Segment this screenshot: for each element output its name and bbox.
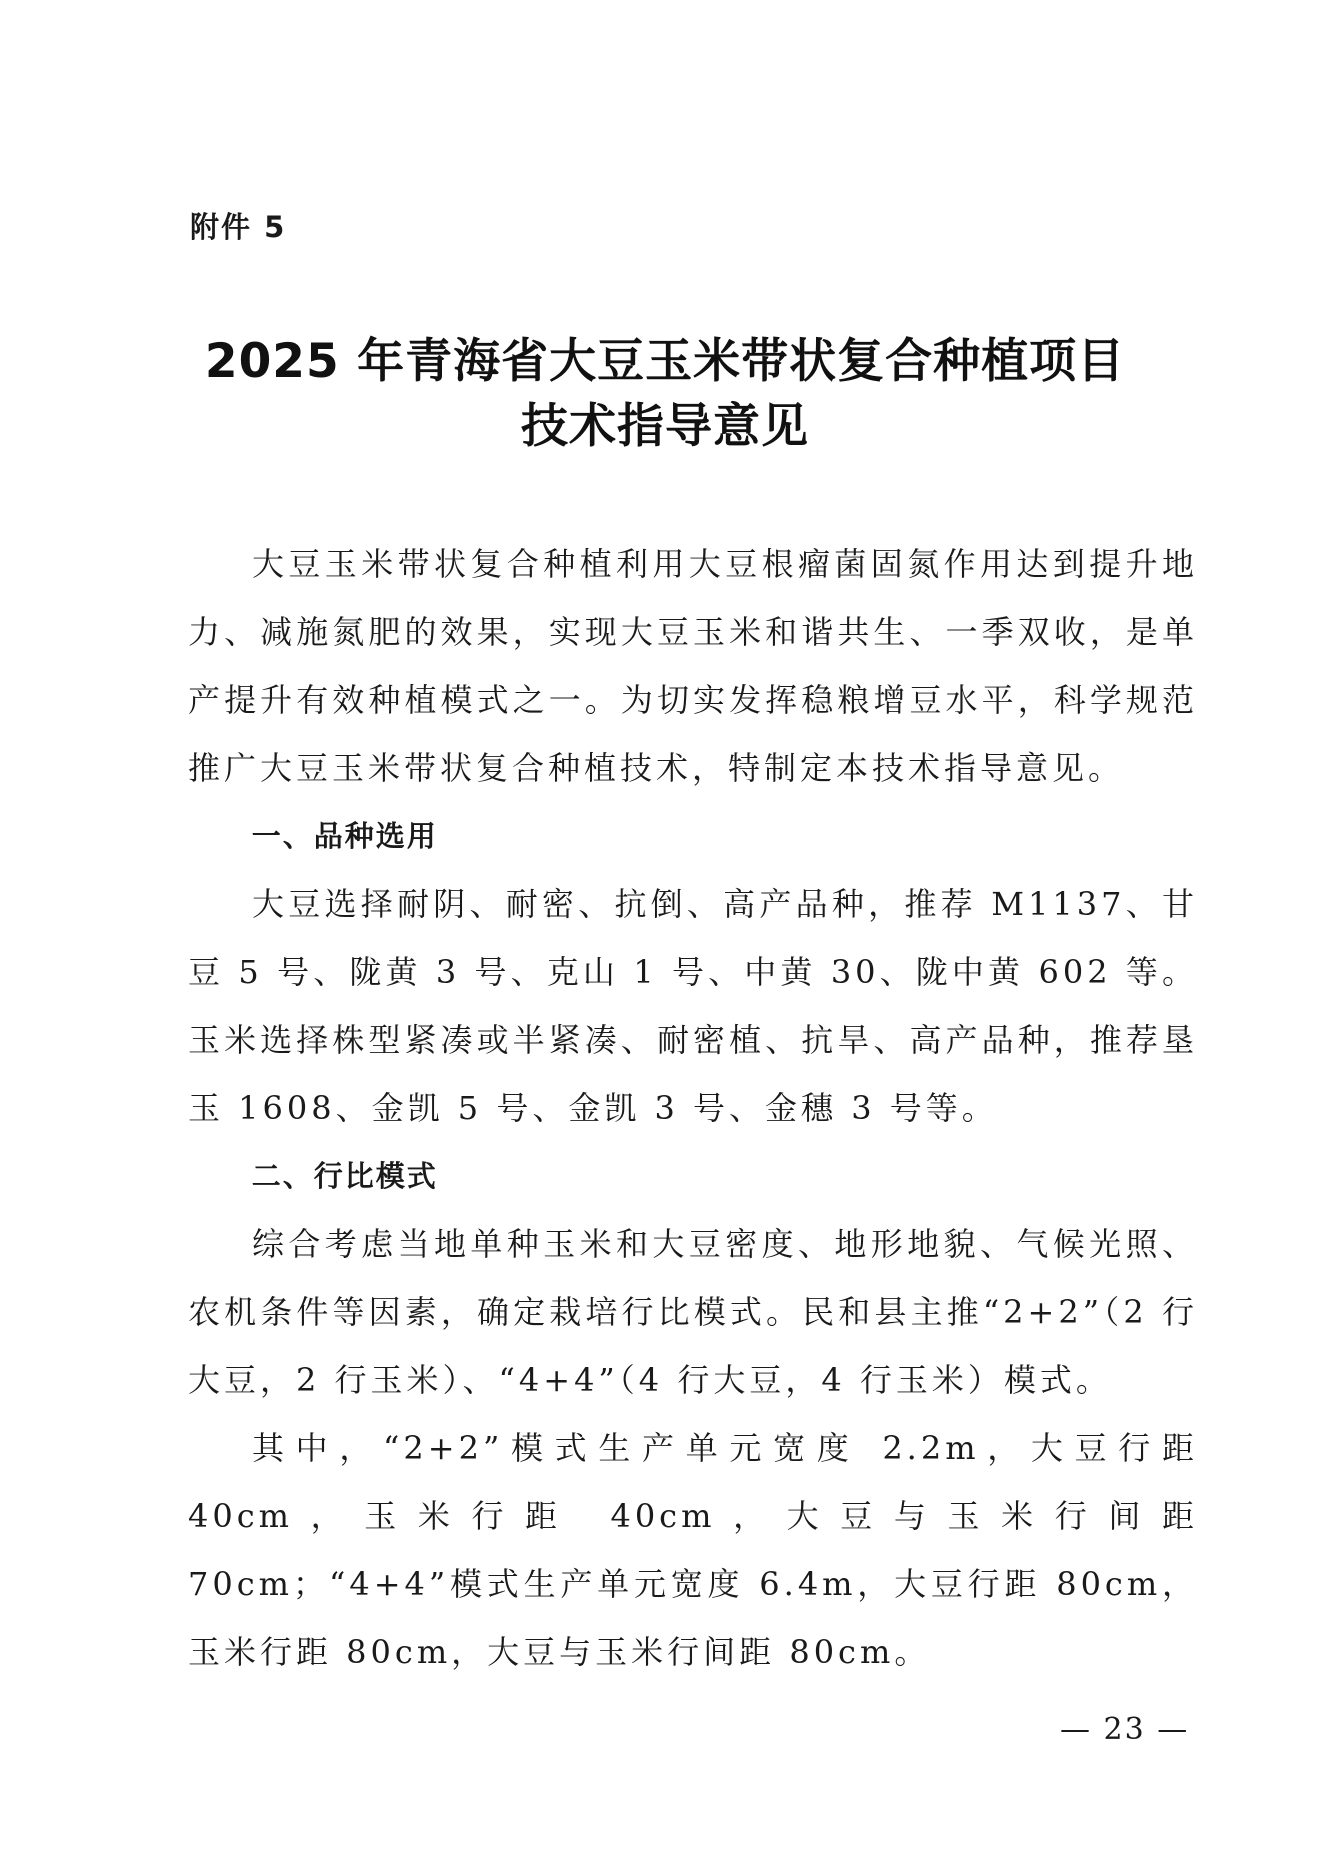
document-title-line-2: 技术指导意见 — [521, 399, 809, 454]
attachment-label: 附件 5 — [190, 210, 287, 244]
document-title-line-1: 2025 年青海省大豆玉米带状复合种植项目 — [204, 334, 1126, 389]
intro-paragraph: 大豆玉米带状复合种植利用大豆根瘤菌固氮作用达到提升地力、减施氮肥的效果，实现大豆玉米和谐共生、一季双收，是单产提升有效种植模式之一。为切实发挥稳粮增豆水平，科学规范推广大豆玉米带状复合种植技术，特制定本技术指导意见。 — [188, 545, 1198, 787]
page-number: — 23 — — [1060, 1712, 1190, 1747]
section-heading-row-ratio: 二、行比模式 — [251, 1159, 438, 1193]
paragraph-varieties: 大豆选择耐阴、耐密、抗倒、高产品种，推荐 M1137、甘豆 5 号、陇黄 3 号、克山 1 号、中黄 30、陇中黄 602 等。玉米选择株型紧凑或半紧凑、耐密植、抗旱、高产品种，推荐垦玉 1608、金凯 5 号、金凯 3 号、金穗 3 号等。 — [188, 885, 1198, 1127]
section-heading-varieties: 一、品种选用 — [251, 819, 438, 853]
document-body — [188, 530, 1198, 1686]
paragraph-row-ratio-2: 其中，“2+2”模式生产单元宽度 2.2m，大豆行距 40cm，玉米行距 40cm，大豆与玉米行间距 70cm；“4+4”模式生产单元宽度 6.4m，大豆行距 80cm，玉米行距 80cm，大豆与玉米行间距 80cm。 — [188, 1429, 1198, 1671]
paragraph-row-ratio-1: 综合考虑当地单种玉米和大豆密度、地形地貌、气候光照、农机条件等因素，确定栽培行比模式。民和县主推“2+2”（2 行大豆，2 行玉米）、“4+4”（4 行大豆，4 行玉米）模式。 — [188, 1225, 1198, 1399]
